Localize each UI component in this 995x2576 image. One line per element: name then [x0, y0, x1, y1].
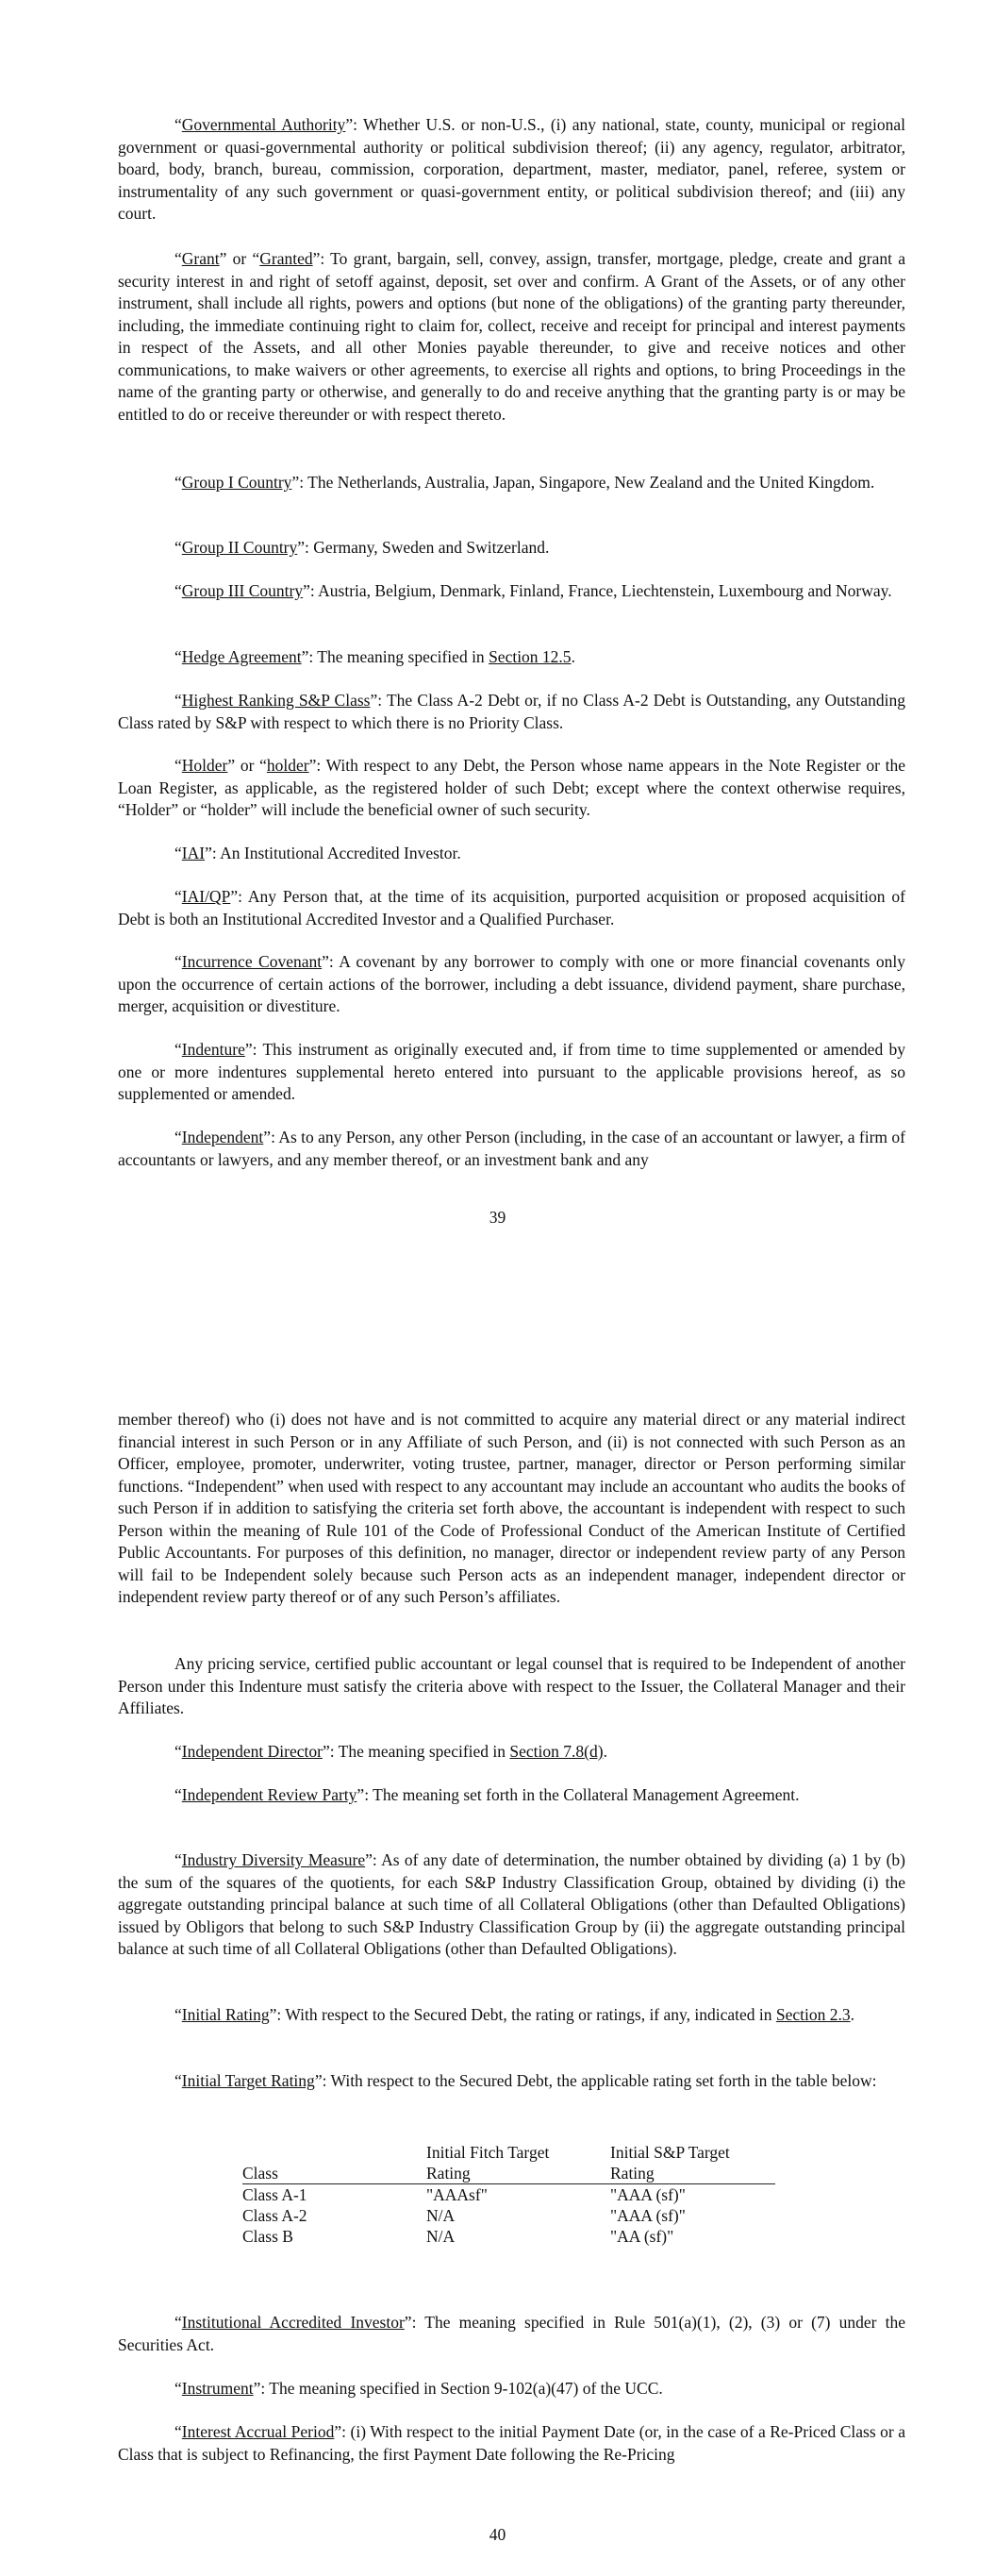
- section-reference: Section 12.5: [489, 647, 572, 666]
- section-reference: Section 7.8(d): [509, 1742, 604, 1761]
- defined-term: Indenture: [181, 1040, 245, 1059]
- definition-hedge-agreement: “Hedge Agreement”: The meaning specified in Section 12.5.: [174, 647, 575, 666]
- defined-term: IAI: [181, 844, 206, 862]
- table-row: [242, 2226, 775, 2247]
- definition-governmental-authority: “Governmental Authority”: Whether U.S. or non-U.S., (i) any national, state, county, municipal or regional government or quasi-governmental authority or political subdivision thereof; (ii) any agency, regulator, arbitrator, board, body, branch, bureau, commission, corporation, department, master, mediator, panel, referee, system or instrumentality of any such government or quasi-government entity, or political subdivision thereof; and (iii) any court.: [118, 115, 905, 223]
- defined-term: Governmental Authority: [181, 115, 346, 134]
- table-cell: "AAAsf": [426, 2185, 488, 2204]
- table-cell: Class B: [242, 2227, 293, 2246]
- defined-term: Initial Rating: [181, 2005, 270, 2024]
- section-reference: Section 2.3: [775, 2005, 851, 2024]
- definition-initial-target-rating: “Initial Target Rating”: With respect to the Secured Debt, the applicable rating set forth in the table below:: [174, 2071, 877, 2090]
- defined-term: Initial Target Rating: [181, 2071, 315, 2090]
- table-cell: N/A: [426, 2227, 456, 2246]
- defined-term: Hedge Agreement: [181, 647, 302, 666]
- table-row: [242, 2205, 775, 2226]
- definition-iai: “IAI”: An Institutional Accredited Investor.: [174, 844, 461, 862]
- column-header-class: Class: [242, 2142, 426, 2184]
- definition-holder: “Holder” or “holder”: With respect to any Debt, the Person whose name appears in the Note Register or the Loan Register, as applicable, as the registered holder of such Debt; except where the context otherwise requires, “Holder” or “holder” will include the beneficial owner of such security.: [118, 756, 905, 819]
- page-number: 40: [489, 2525, 506, 2544]
- defined-term: Incurrence Covenant: [181, 952, 323, 971]
- defined-term: holder: [266, 756, 309, 775]
- table-cell: N/A: [426, 2206, 456, 2225]
- defined-term: Institutional Accredited Investor: [181, 2313, 405, 2332]
- definition-interest-accrual-period: “Interest Accrual Period”: (i) With respect to the initial Payment Date (or, in the case of a Re-Priced Class or a Class that is subject to Refinancing, the first Payment Date following the Re-Pricing: [118, 2422, 905, 2464]
- table-header-row: [242, 2142, 775, 2184]
- page-number: 39: [489, 1208, 506, 1227]
- definition-indenture: “Indenture”: This instrument as originally executed and, if from time to time supplemented or amended by one or more indentures supplemental hereto entered into pursuant to the applicable provisions hereof, as so supplemented or amended.: [118, 1040, 905, 1103]
- definition-instrument: “Instrument”: The meaning specified in Section 9-102(a)(47) of the UCC.: [174, 2379, 663, 2398]
- definition-independent: “Independent”: As to any Person, any other Person (including, in the case of an accountant or lawyer, a firm of accountants or lawyers, and any member thereof, or an investment bank and any: [118, 1128, 905, 1169]
- defined-term: Holder: [181, 756, 228, 775]
- defined-term: IAI/QP: [181, 887, 231, 906]
- table-cell: "AAA (sf)": [610, 2185, 686, 2204]
- paragraph-pricing-service: Any pricing service, certified public accountant or legal counsel that is required to be Independent of another Person under this Indenture must satisfy the criteria above with respect to the Issuer, the Collateral Manager and their Affiliates.: [118, 1654, 905, 1717]
- definition-iai-qp: “IAI/QP”: Any Person that, at the time of its acquisition, purported acquisition or proposed acquisition of Debt is both an Institutional Accredited Investor and a Qualified Purchaser.: [118, 887, 905, 928]
- definition-group-iii-country: “Group III Country”: Austria, Belgium, Denmark, Finland, France, Liechtenstein, Luxembourg and Norway.: [174, 581, 892, 600]
- table-row: [242, 2184, 775, 2206]
- defined-term: Interest Accrual Period: [181, 2422, 335, 2441]
- initial-target-rating-table: [242, 2142, 775, 2247]
- definition-group-i-country: “Group I Country”: The Netherlands, Australia, Japan, Singapore, New Zealand and the United Kingdom.: [174, 473, 875, 492]
- column-header-sp: Initial S&P Target Rating: [610, 2142, 775, 2184]
- defined-term: Independent Director: [181, 1742, 323, 1761]
- table-cell: "AAA (sf)": [610, 2206, 686, 2225]
- table-cell: Class A-2: [242, 2206, 307, 2225]
- definition-independent-review-party: “Independent Review Party”: The meaning set forth in the Collateral Management Agreement.: [174, 1785, 800, 1804]
- defined-term: Independent Review Party: [181, 1785, 357, 1804]
- defined-term: Group I Country: [181, 473, 292, 492]
- definition-grant: “Grant” or “Granted”: To grant, bargain, sell, convey, assign, transfer, mortgage, pledge, create and grant a security interest in and right of setoff against, deposit, set over and confirm. A Grant of the Assets, or of any other instrument, shall include all rights, powers and options (but none of the obligations) of the granting party thereunder, including, the immediate continuing right to claim for, collect, receive and receipt for principal and interest payments in respect of the Assets, and all other Monies payable thereunder, to give and receive notices and other communications, to make waivers or other agreements, to exercise all rights and options, to bring Proceedings in the name of the granting party or otherwise, and generally to do and receive anything that the granting party is or may be entitled to do or receive thereunder or with respect thereto.: [118, 249, 905, 424]
- definition-industry-diversity-measure: “Industry Diversity Measure”: As of any date of determination, the number obtained by dividing (a) 1 by (b) the sum of the squares of the quotients, for each S&P Industry Classification Group, obtained by dividing (i) the aggregate outstanding principal balance at such time of all Collateral Obligations (other than Defaulted Obligations) issued by Obligors that belong to such S&P Industry Classification Group by (ii) the aggregate outstanding principal balance at such time of all Collateral Obligations (other than Defaulted Obligations).: [118, 1850, 905, 1958]
- definition-group-ii-country: “Group II Country”: Germany, Sweden and Switzerland.: [174, 538, 550, 557]
- definition-institutional-accredited-investor: “Institutional Accredited Investor”: The meaning specified in Rule 501(a)(1), (2), (3) or (7) under the Securities Act.: [118, 2313, 906, 2354]
- definition-incurrence-covenant: “Incurrence Covenant”: A covenant by any borrower to comply with one or more financial covenants only upon the occurrence of certain actions of the borrower, including a debt issuance, dividend payment, share purchase, merger, acquisition or divestiture.: [118, 952, 905, 1015]
- column-header-fitch: Initial Fitch Target Rating: [426, 2142, 610, 2184]
- defined-term: Group III Country: [181, 581, 304, 600]
- defined-term: Industry Diversity Measure: [181, 1850, 366, 1869]
- defined-term: Group II Country: [181, 538, 298, 557]
- definition-highest-ranking-sp-class: “Highest Ranking S&P Class”: The Class A-2 Debt or, if no Class A-2 Debt is Outstanding, any Outstanding Class rated by S&P with respect to which there is no Priority Class.: [118, 691, 905, 732]
- table-cell: "AA (sf)": [610, 2227, 674, 2246]
- definition-independent-director: “Independent Director”: The meaning specified in Section 7.8(d).: [174, 1742, 607, 1761]
- defined-term: Instrument: [181, 2379, 254, 2398]
- defined-term: Granted: [259, 249, 313, 268]
- definition-independent-continued: member thereof) who (i) does not have and is not committed to acquire any material direct or any material indirect financial interest in such Person or in any Affiliate of such Person, and (ii) is not connected with such Person as an Officer, employee, promoter, underwriter, voting trustee, partner, manager, director or Person performing similar functions. “Independent” when used with respect to any accountant may include an accountant who audits the books of such Person if in addition to satisfying the criteria set forth above, the accountant is independent with respect to such Person within the meaning of Rule 101 of the Code of Professional Conduct of the American Institute of Certified Public Accountants. For purposes of this definition, no manager, director or independent review party of any Person will fail to be Independent solely because such Person acts as an independent manager, independent director or independent review party thereof or of any such Person’s affiliates.: [118, 1410, 905, 1606]
- defined-term: Grant: [181, 249, 220, 268]
- table-cell: Class A-1: [242, 2185, 307, 2204]
- defined-term: Highest Ranking S&P Class: [181, 691, 371, 710]
- definition-initial-rating: “Initial Rating”: With respect to the Secured Debt, the rating or ratings, if any, indicated in Section 2.3.: [174, 2005, 855, 2024]
- defined-term: Independent: [181, 1128, 264, 1146]
